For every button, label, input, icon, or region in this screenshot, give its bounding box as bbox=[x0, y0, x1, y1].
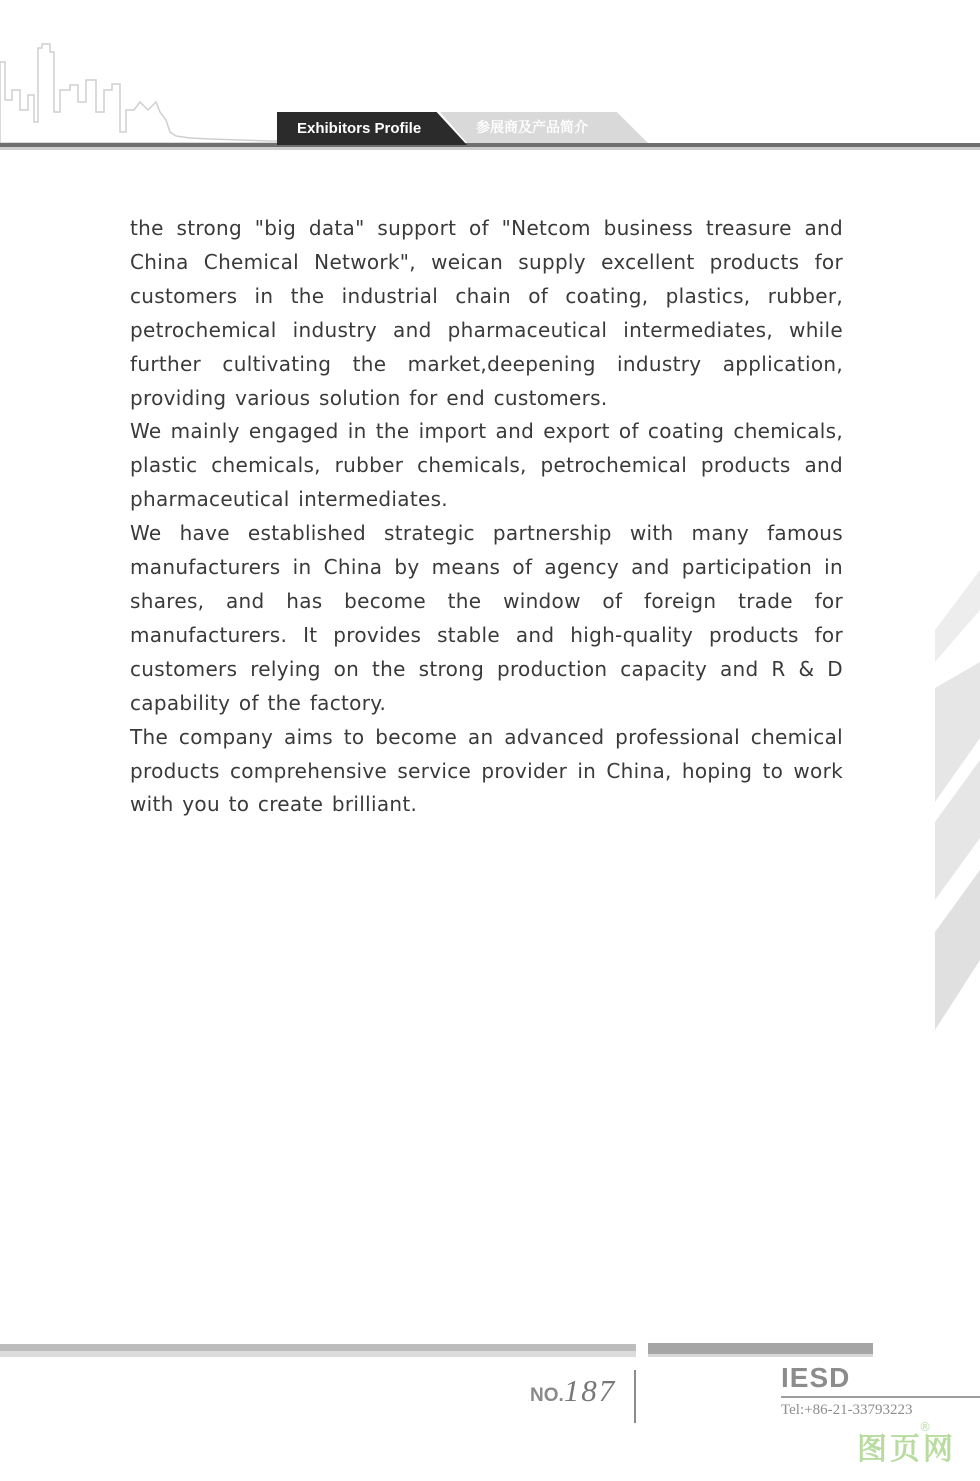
page-number bbox=[530, 1373, 616, 1417]
paragraph-partnership: We have established strategic partnership with many famous manufacturers in China by means of agency and participation in shares, and has become the window of foreign trade for manufacturers. It provides stable and high-quality products for customers relying on the strong production capacity and R & D capability of the factory. bbox=[130, 521, 843, 715]
paragraph-mission: The company aims to become an advanced professional chemical products comprehensive service provider in China, hoping to work with you to create brilliant. bbox=[130, 724, 843, 817]
brand-logo-text: IESD bbox=[781, 1362, 851, 1393]
city-skyline-graphic bbox=[0, 40, 300, 150]
footer-bar-left bbox=[0, 1344, 636, 1351]
footer-bar-right bbox=[648, 1343, 873, 1354]
header-tab-chinese-label: 参展商及产品简介 bbox=[476, 120, 588, 136]
registered-mark: ® bbox=[919, 1420, 931, 1434]
footer-bar-left-shadow bbox=[0, 1351, 636, 1357]
side-stripes-decoration bbox=[935, 570, 980, 1040]
header-tab-english-label: Exhibitors Profile bbox=[297, 120, 422, 137]
paragraph-business-scope: We mainly engaged in the import and export of coating chemicals, plastic chemicals, rubber chemicals, petrochemical products and pharmaceutical intermediates. bbox=[130, 419, 843, 512]
page-number-divider bbox=[634, 1370, 636, 1423]
page-number-value: 187 bbox=[563, 1373, 617, 1408]
footer-bar-right-shadow bbox=[648, 1354, 873, 1357]
header-rule-shadow bbox=[0, 147, 980, 150]
profile-body-text bbox=[130, 212, 843, 822]
site-watermark: 图页网 bbox=[857, 1432, 956, 1467]
page-number-prefix: NO. bbox=[530, 1385, 564, 1406]
contact-telephone: Tel:+86-21-33793223 bbox=[781, 1402, 913, 1418]
brand-underline bbox=[781, 1396, 980, 1398]
paragraph-intro: the strong "big data" support of "Netcom business treasure and China Chemical Network", weican supply excellent products for customers in the industrial chain of coating, plastics, rubber, petrochemical industry and pharmaceutical intermediates, while further cultivating the market,deepening industry application, providing various solution for end customers. bbox=[130, 216, 843, 410]
